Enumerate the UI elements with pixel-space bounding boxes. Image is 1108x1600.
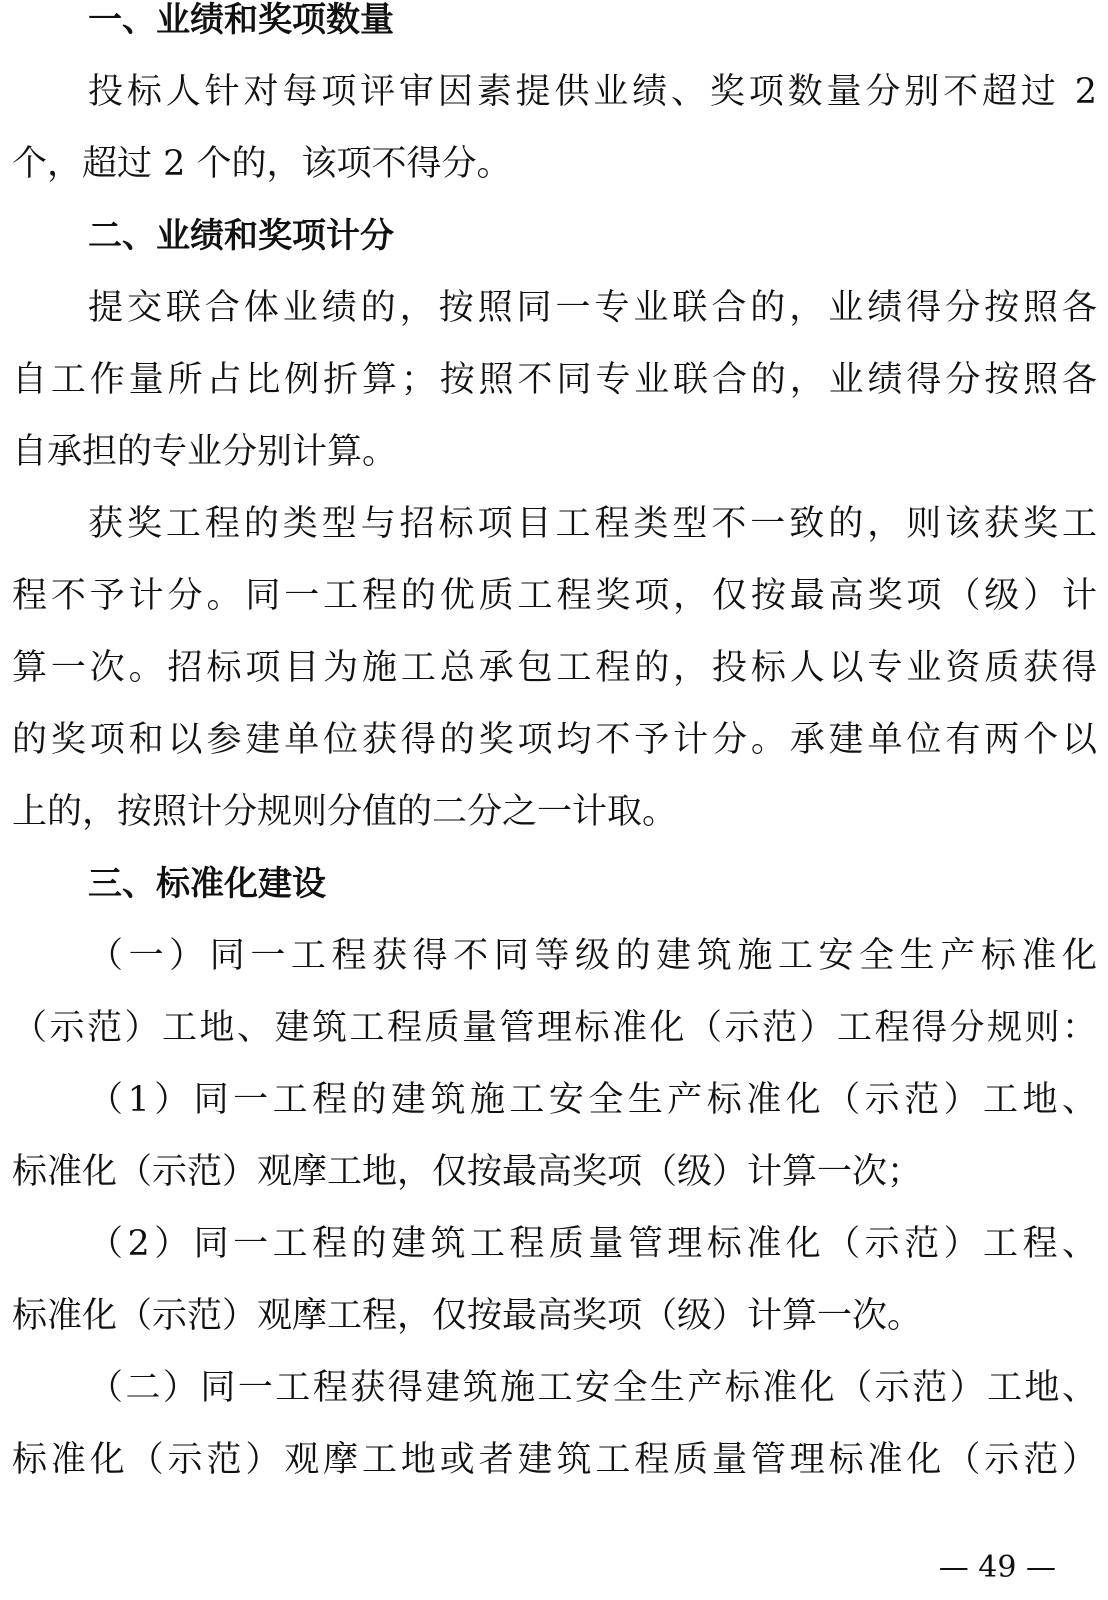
paragraph-line: 自承担的专业分别计算。 xyxy=(12,432,398,472)
paragraph-line: 上的，按照计分规则分值的二分之一计取。 xyxy=(12,792,678,832)
paragraph-line: 标准化（示范）观摩工程，仅按最高奖项（级）计算一次。 xyxy=(12,1296,923,1336)
paragraph-line: 自工作量所占比例折算；按照不同专业联合的，业绩得分按照各 xyxy=(12,360,1097,400)
paragraph-line: （示范）工地、建筑工程质量管理标准化（示范）工程得分规则： xyxy=(12,1008,1097,1048)
section-heading: 一、业绩和奖项数量 xyxy=(88,0,394,40)
paragraph-line: 标准化（示范）观摩工地，仅按最高奖项（级）计算一次； xyxy=(12,1152,923,1192)
paragraph-line: （一）同一工程获得不同等级的建筑施工安全生产标准化 xyxy=(88,936,1097,976)
paragraph-line: （二）同一工程获得建筑施工安全生产标准化（示范）工地、 xyxy=(88,1368,1097,1408)
paragraph-line: 的奖项和以参建单位获得的奖项均不予计分。承建单位有两个以 xyxy=(12,720,1097,760)
section-heading: 三、标准化建设 xyxy=(88,864,326,904)
page-number: — 49 — xyxy=(938,1550,1056,1585)
paragraph-line: 提交联合体业绩的，按照同一专业联合的，业绩得分按照各 xyxy=(88,288,1097,328)
paragraph-line: 获奖工程的类型与招标项目工程类型不一致的，则该获奖工 xyxy=(88,504,1097,544)
paragraph-line: 标准化（示范）观摩工地或者建筑工程质量管理标准化（示范） xyxy=(12,1440,1097,1480)
paragraph-line: （1）同一工程的建筑施工安全生产标准化（示范）工地、 xyxy=(88,1080,1097,1120)
section-heading: 二、业绩和奖项计分 xyxy=(88,216,394,256)
paragraph-line: （2）同一工程的建筑工程质量管理标准化（示范）工程、 xyxy=(88,1224,1097,1264)
paragraph-line: 算一次。招标项目为施工总承包工程的，投标人以专业资质获得 xyxy=(12,648,1097,688)
paragraph-line: 程不予计分。同一工程的优质工程奖项，仅按最高奖项（级）计 xyxy=(12,576,1097,616)
paragraph-line: 投标人针对每项评审因素提供业绩、奖项数量分别不超过 2 xyxy=(88,72,1097,112)
paragraph-line: 个，超过 2 个的，该项不得分。 xyxy=(12,144,512,184)
